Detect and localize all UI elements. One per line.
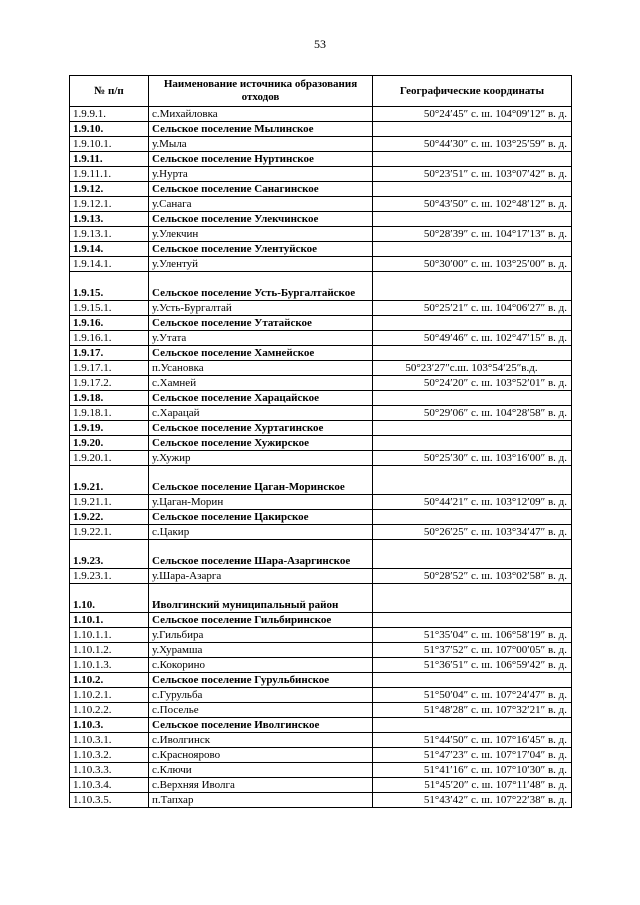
table-row xyxy=(70,122,572,137)
row-source-name: Сельское поселение Харацайское xyxy=(149,391,373,406)
row-number: 1.9.16.1. xyxy=(70,331,149,346)
row-coordinates xyxy=(373,182,572,197)
row-coordinates: 50°23′27″с.ш. 103°54′25″в.д. xyxy=(373,361,572,376)
table-row xyxy=(70,628,572,643)
row-source-name: Сельское поселение Улентуйское xyxy=(149,242,373,257)
row-number: 1.10.2.2. xyxy=(70,703,149,718)
row-source-name: Сельское поселение Цаган-Моринское xyxy=(149,466,373,495)
row-source-name: у.Усть-Бургалтай xyxy=(149,301,373,316)
row-number: 1.9.14.1. xyxy=(70,257,149,272)
row-source-name: Сельское поселение Мылинское xyxy=(149,122,373,137)
row-source-name: с.Хамней xyxy=(149,376,373,391)
row-source-name: Сельское поселение Хамнейское xyxy=(149,346,373,361)
row-number: 1.9.22.1. xyxy=(70,525,149,540)
row-source-name: у.Нурта xyxy=(149,167,373,182)
table-row xyxy=(70,466,572,495)
row-source-name: у.Гильбира xyxy=(149,628,373,643)
row-coordinates xyxy=(373,272,572,301)
row-number: 1.10.2. xyxy=(70,673,149,688)
row-source-name: с.Харацай xyxy=(149,406,373,421)
row-number: 1.9.17. xyxy=(70,346,149,361)
row-source-name: Сельское поселение Иволгинское xyxy=(149,718,373,733)
table-row xyxy=(70,451,572,466)
row-number: 1.9.19. xyxy=(70,421,149,436)
header-number: № п/п xyxy=(70,76,149,107)
row-number: 1.9.17.2. xyxy=(70,376,149,391)
row-number: 1.9.21. xyxy=(70,466,149,495)
row-number: 1.9.12. xyxy=(70,182,149,197)
row-number: 1.9.14. xyxy=(70,242,149,257)
row-source-name: у.Улентуй xyxy=(149,257,373,272)
table-row xyxy=(70,436,572,451)
row-number: 1.9.10. xyxy=(70,122,149,137)
row-source-name: Сельское поселение Улекчинское xyxy=(149,212,373,227)
row-coordinates: 51°41′16″ с. ш. 107°10′30″ в. д. xyxy=(373,763,572,778)
row-number: 1.9.21.1. xyxy=(70,495,149,510)
row-source-name: Сельское поселение Хуртагинское xyxy=(149,421,373,436)
row-coordinates xyxy=(373,242,572,257)
table-header-row xyxy=(70,76,572,107)
row-coordinates xyxy=(373,152,572,167)
table-row xyxy=(70,376,572,391)
row-coordinates: 51°50′04″ с. ш. 107°24′47″ в. д. xyxy=(373,688,572,703)
table-row xyxy=(70,540,572,569)
table-row xyxy=(70,778,572,793)
table-row xyxy=(70,495,572,510)
row-number: 1.9.11. xyxy=(70,152,149,167)
row-number: 1.9.22. xyxy=(70,510,149,525)
table-row xyxy=(70,510,572,525)
row-number: 1.9.17.1. xyxy=(70,361,149,376)
table-row xyxy=(70,316,572,331)
table-row xyxy=(70,137,572,152)
table-row xyxy=(70,703,572,718)
table-row xyxy=(70,718,572,733)
row-source-name: у.Цаган-Морин xyxy=(149,495,373,510)
row-number: 1.10.1.1. xyxy=(70,628,149,643)
row-source-name: Сельское поселение Санагинское xyxy=(149,182,373,197)
row-coordinates xyxy=(373,436,572,451)
table-row xyxy=(70,272,572,301)
table-row xyxy=(70,361,572,376)
row-coordinates: 50°44′21″ с. ш. 103°12′09″ в. д. xyxy=(373,495,572,510)
row-number: 1.10.3.4. xyxy=(70,778,149,793)
table-row xyxy=(70,793,572,808)
table-row xyxy=(70,733,572,748)
row-coordinates: 50°44′30″ с. ш. 103°25′59″ в. д. xyxy=(373,137,572,152)
table-row xyxy=(70,613,572,628)
table-row xyxy=(70,152,572,167)
row-number: 1.9.13. xyxy=(70,212,149,227)
row-source-name: Сельское поселение Шара-Азаргинское xyxy=(149,540,373,569)
row-coordinates: 50°30′00″ с. ш. 103°25′00″ в. д. xyxy=(373,257,572,272)
row-coordinates xyxy=(373,421,572,436)
row-source-name: Сельское поселение Нуртинское xyxy=(149,152,373,167)
row-source-name: у.Мыла xyxy=(149,137,373,152)
row-source-name: с.Цакир xyxy=(149,525,373,540)
row-coordinates xyxy=(373,718,572,733)
table-row xyxy=(70,688,572,703)
row-coordinates: 51°35′04″ с. ш. 106°58′19″ в. д. xyxy=(373,628,572,643)
row-source-name: с.Поселье xyxy=(149,703,373,718)
table-row xyxy=(70,421,572,436)
row-source-name: Иволгинский муниципальный район xyxy=(149,584,373,613)
table-row xyxy=(70,242,572,257)
row-coordinates: 50°29′06″ с. ш. 104°28′58″ в. д. xyxy=(373,406,572,421)
row-number: 1.9.10.1. xyxy=(70,137,149,152)
row-number: 1.10.3.3. xyxy=(70,763,149,778)
row-number: 1.10. xyxy=(70,584,149,613)
row-number: 1.10.3.1. xyxy=(70,733,149,748)
row-source-name: Сельское поселение Цакирское xyxy=(149,510,373,525)
row-coordinates: 50°26′25″ с. ш. 103°34′47″ в. д. xyxy=(373,525,572,540)
row-number: 1.9.15. xyxy=(70,272,149,301)
row-coordinates xyxy=(373,510,572,525)
row-number: 1.9.11.1. xyxy=(70,167,149,182)
table-row xyxy=(70,257,572,272)
row-coordinates: 50°25′21″ с. ш. 104°06′27″ в. д. xyxy=(373,301,572,316)
row-number: 1.10.3. xyxy=(70,718,149,733)
table-row xyxy=(70,167,572,182)
row-source-name: Сельское поселение Усть-Бургалтайское xyxy=(149,272,373,301)
row-coordinates xyxy=(373,584,572,613)
table-row xyxy=(70,584,572,613)
row-source-name: у.Утата xyxy=(149,331,373,346)
row-number: 1.10.3.5. xyxy=(70,793,149,808)
row-coordinates: 51°44′50″ с. ш. 107°16′45″ в. д. xyxy=(373,733,572,748)
row-coordinates: 51°45′20″ с. ш. 107°11′48″ в. д. xyxy=(373,778,572,793)
header-coordinates: Географические координаты xyxy=(373,76,572,107)
coordinates-table xyxy=(69,75,572,808)
row-number: 1.9.13.1. xyxy=(70,227,149,242)
row-source-name: Сельское поселение Гильбиринское xyxy=(149,613,373,628)
table-row xyxy=(70,748,572,763)
page-number: 53 xyxy=(314,37,326,51)
row-coordinates: 51°43′42″ с. ш. 107°22′38″ в. д. xyxy=(373,793,572,808)
row-coordinates: 50°49′46″ с. ш. 102°47′15″ в. д. xyxy=(373,331,572,346)
row-coordinates xyxy=(373,212,572,227)
table-row xyxy=(70,673,572,688)
row-coordinates xyxy=(373,391,572,406)
table-row xyxy=(70,658,572,673)
table-row xyxy=(70,331,572,346)
row-coordinates: 50°28′39″ с. ш. 104°17′13″ в. д. xyxy=(373,227,572,242)
row-source-name: у.Санага xyxy=(149,197,373,212)
table-row xyxy=(70,763,572,778)
row-coordinates xyxy=(373,316,572,331)
row-source-name: у.Хужир xyxy=(149,451,373,466)
row-source-name: у.Шара-Азарга xyxy=(149,569,373,584)
row-number: 1.9.20. xyxy=(70,436,149,451)
row-number: 1.9.15.1. xyxy=(70,301,149,316)
row-coordinates xyxy=(373,466,572,495)
row-source-name: с.Гурульба xyxy=(149,688,373,703)
table-row xyxy=(70,525,572,540)
table-row xyxy=(70,197,572,212)
row-source-name: с.Ключи xyxy=(149,763,373,778)
row-coordinates: 51°37′52″ с. ш. 107°00′05″ в. д. xyxy=(373,643,572,658)
table-row xyxy=(70,301,572,316)
table-row xyxy=(70,643,572,658)
table-body xyxy=(70,107,572,808)
row-source-name: с.Иволгинск xyxy=(149,733,373,748)
row-number: 1.9.12.1. xyxy=(70,197,149,212)
row-source-name: с.Кокорино xyxy=(149,658,373,673)
row-coordinates xyxy=(373,673,572,688)
row-coordinates: 51°47′23″ с. ш. 107°17′04″ в. д. xyxy=(373,748,572,763)
row-number: 1.10.1.3. xyxy=(70,658,149,673)
row-coordinates: 50°25′30″ с. ш. 103°16′00″ в. д. xyxy=(373,451,572,466)
row-number: 1.10.3.2. xyxy=(70,748,149,763)
row-coordinates xyxy=(373,540,572,569)
table-row xyxy=(70,227,572,242)
row-coordinates xyxy=(373,122,572,137)
table-row xyxy=(70,107,572,122)
row-coordinates: 50°43′50″ с. ш. 102°48′12″ в. д. xyxy=(373,197,572,212)
row-source-name: у.Улекчин xyxy=(149,227,373,242)
row-number: 1.9.23.1. xyxy=(70,569,149,584)
table-row xyxy=(70,212,572,227)
row-number: 1.10.1.2. xyxy=(70,643,149,658)
row-coordinates: 50°24′20″ с. ш. 103°52′01″ в. д. xyxy=(373,376,572,391)
row-number: 1.9.23. xyxy=(70,540,149,569)
table-row xyxy=(70,406,572,421)
row-number: 1.9.9.1. xyxy=(70,107,149,122)
row-number: 1.9.18.1. xyxy=(70,406,149,421)
row-source-name: с.Красноярово xyxy=(149,748,373,763)
row-number: 1.9.18. xyxy=(70,391,149,406)
row-source-name: с.Михайловка xyxy=(149,107,373,122)
table-row xyxy=(70,391,572,406)
table-row xyxy=(70,569,572,584)
row-number: 1.10.1. xyxy=(70,613,149,628)
row-number: 1.10.2.1. xyxy=(70,688,149,703)
row-coordinates: 51°48′28″ с. ш. 107°32′21″ в. д. xyxy=(373,703,572,718)
row-source-name: Сельское поселение Хужирское xyxy=(149,436,373,451)
table-row xyxy=(70,346,572,361)
row-source-name: Сельское поселение Гурульбинское xyxy=(149,673,373,688)
row-coordinates xyxy=(373,613,572,628)
row-coordinates: 50°28′52″ с. ш. 103°02′58″ в. д. xyxy=(373,569,572,584)
header-source-name: Наименование источника образования отходов xyxy=(149,76,373,107)
row-source-name: Сельское поселение Утатайское xyxy=(149,316,373,331)
row-source-name: п.Тапхар xyxy=(149,793,373,808)
row-source-name: с.Верхняя Иволга xyxy=(149,778,373,793)
row-coordinates: 50°24′45″ с. ш. 104°09′12″ в. д. xyxy=(373,107,572,122)
row-coordinates: 50°23′51″ с. ш. 103°07′42″ в. д. xyxy=(373,167,572,182)
row-coordinates: 51°36′51″ с. ш. 106°59′42″ в. д. xyxy=(373,658,572,673)
row-number: 1.9.20.1. xyxy=(70,451,149,466)
row-source-name: у.Хурамша xyxy=(149,643,373,658)
row-source-name: п.Усановка xyxy=(149,361,373,376)
row-coordinates xyxy=(373,346,572,361)
row-number: 1.9.16. xyxy=(70,316,149,331)
table-row xyxy=(70,182,572,197)
